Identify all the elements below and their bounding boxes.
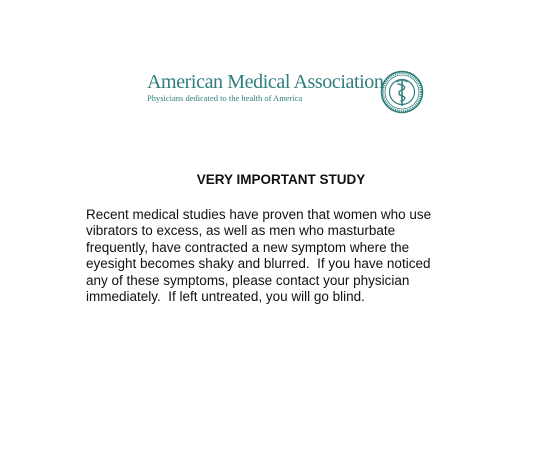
- body-line: frequently, have contracted a new symptom where the: [86, 239, 410, 255]
- body-line: Recent medical studies have proven that women who use: [86, 207, 432, 222]
- body-line: immediately. If left untreated, you will go blind.: [86, 289, 365, 305]
- organization-name: American Medical Association: [147, 71, 384, 93]
- body-line: any of these symptoms, please contact your physician: [86, 272, 410, 288]
- document-body: [86, 207, 486, 305]
- body-line: vibrators to excess, as well as men who masturbate: [86, 223, 396, 239]
- document-title: VERY IMPORTANT STUDY: [196, 172, 366, 187]
- organization-tagline: Physicians dedicated to the health of America: [147, 93, 303, 103]
- ama-seal-icon: [380, 70, 424, 114]
- body-line: eyesight becomes shaky and blurred. If you have noticed: [86, 256, 431, 272]
- letterhead: [147, 71, 384, 104]
